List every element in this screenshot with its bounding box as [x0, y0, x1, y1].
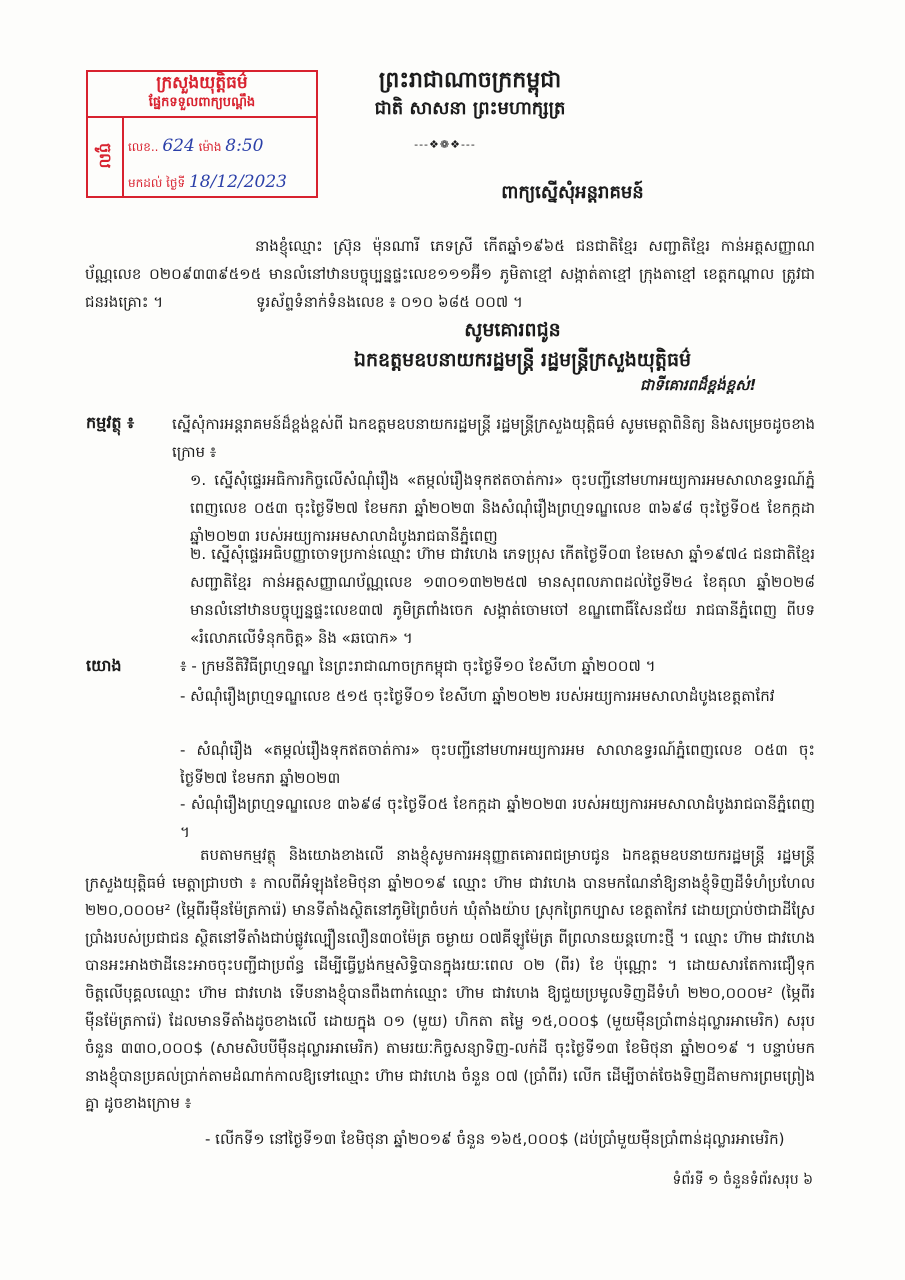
reference-label: យោង — [86, 656, 122, 675]
stamp-side-label: ចូល — [88, 116, 124, 196]
body-paragraph: តបតាមកម្មវត្ថុ និងយោងខាងលើ នាងខ្ញុំសូមការអនុញ្ញាតគោរពជម្រាបជូន ឯកឧត្តមឧបនាយករដ្ឋមន្ត្រី រដ្ឋមន្ត្រីក្រសួងយុត្តិធម៌ មេត្តាជ្រាបថា ៖ កាលពីអំឡុងខែមិថុនា ឆ្នាំ២០១៩ ឈ្មោះ ហ៊ាម ជាវហេង បានមកណែនាំឱ្យនាងខ្ញុំទិញដីទំហំប្រហែល ២២០,០០០ម² (ម្ភៃពីរម៉ឺនម៉ែត្រការ៉េ) មានទីតាំងស្ថិតនៅភូមិព្រៃចំបក់ ឃុំតាំងយ៉ាប ស្រុកព្រៃកប្បាស ខេត្តតាកែវ ដោយប្រាប់ថាជាដីស្រែប្រាំងរបស់ប្រជាជន ស្ថិតនៅទីតាំងជាប់ផ្លូវល្បឿនលឿន៣០ម៉ែត្រ ចម្ងាយ ០៧គីឡូម៉ែត្រ ពីព្រលានយន្តហោះថ្មី ។ ឈ្មោះ ហ៊ាម ជាវហេង បានអះអាងថាដីនេះអាចចុះបញ្ជីជាប្រព័ន្ធ ដើម្បីធ្វើប្លង់កម្មសិទ្ធិបានក្នុងរយៈពេល ០២ (ពីរ) ខែ ប៉ុណ្ណោះ ។ ដោយសារតែការជឿទុកចិត្តលើបុគ្គលឈ្មោះ ហ៊ាម ជាវហេង ទើបនាងខ្ញុំបានពឹងពាក់ឈ្មោះ ហ៊ាម ជាវហេង ឱ្យជួយប្រមូលទិញដីទំហំ ២២០,០០០ម² (ម្ភៃពីរម៉ឺនម៉ែត្រការ៉េ) ដែលមានទីតាំងដូចខាងលើ ដោយក្នុង ០១ (មួយ) ហិកតា តម្លៃ ១៥,០០០$ (មួយម៉ឺនប្រាំពាន់ដុល្លារអាមេរិក) សរុបចំនួន ៣៣០,០០០$ (សាមសិបបីម៉ឺនដុល្លារអាមេរិក) តាមរយៈកិច្ចសន្យាទិញ-លក់ដី ចុះថ្ងៃទី១៣ ខែមិថុនា ឆ្នាំ២០១៩ ។ បន្ទាប់មក នាងខ្ញុំបានប្រគល់ប្រាក់តាមដំណាក់កាលឱ្យទៅឈ្មោះ ហ៊ាម ជាវហេង ចំនួន ០៧ (ប្រាំពីរ) លើក ដើម្បីចាត់ចែងទិញដីតាមការព្រមព្រៀងគ្នា ដូចខាងក្រោម ៖ — [85, 846, 815, 1113]
stamp-title: ក្រសួងយុត្តិធម៌ — [156, 73, 248, 93]
respect-to-heading: សូមគោរពជូន — [464, 319, 561, 341]
stamp-date-label: មកដល់ ថ្ងៃទី — [128, 176, 186, 190]
national-motto: ជាតិ សាសនា ព្រះមហាក្សត្រ — [374, 98, 566, 119]
stamp-time-value: 8:50 — [225, 136, 264, 156]
subject-label: កម្មវត្ថុ ៖ — [86, 413, 135, 432]
reference-item: - សំណុំរឿងព្រហ្មទណ្ឌលេខ ៣៦៩៨ ចុះថ្ងៃទី០៥ ខែកក្កដា ឆ្នាំ២០២៣ របស់អយ្យការអមសាលាដំបូងរាជធានីភ្នំពេញ ។ — [180, 795, 815, 841]
request-item: ២. ស្នើសុំផ្ទេរអធិបញ្ញាចោទប្រកាន់ឈ្មោះ ហ៊ាម ជាវហេង ភេទប្រុស កើតថ្ងៃទី០៣ ខែមេសា ឆ្នាំ១៩៧៤ ជនជាតិខ្មែរ សញ្ជាតិខ្មែរ កាន់អត្តសញ្ញាណប័ណ្ណលេខ ១៣០១៣២២៥៧ មានសុពលភាពដល់ថ្ងៃទី២៤ ខែតុលា ឆ្នាំ២០២៨ មានលំនៅឋានបច្ចុប្បន្នផ្ទះលេខ៣៧ ភូមិត្រពាំងចេក សង្កាត់ចោមចៅ ខណ្ឌពោធិ៍សែនជ័យ រាជធានីភ្នំពេញ ពីបទ «រំលោភលើទំនុកចិត្ត» និង «ឆបោក» ។ — [190, 545, 815, 647]
phone-line: ទូរស័ព្ទទំនាក់ទំនងលេខ ៖ ០១០ ៦៨៥ ០០៧ ។ — [256, 293, 523, 311]
stamp-time-label: ម៉ោង — [198, 140, 222, 154]
ornament-divider: ---❖❁❖--- — [414, 138, 476, 151]
stamp-header — [88, 72, 316, 118]
subject-text: ស្នើសុំការអន្តរាគមន៍ដ៏ខ្ពង់ខ្ពស់ពី ឯកឧត្តមឧបនាយករដ្ឋមន្ត្រី រដ្ឋមន្ត្រីក្រសួងយុត្តិធម៌ សូមមេត្តាពិនិត្យ និងសម្រេចដូចខាងក្រោម ៖ — [172, 415, 815, 461]
page-footer: ទំព័រទី ១ ចំនួនទំព័រសរុប ៦ — [672, 1172, 813, 1188]
kingdom-header — [340, 66, 600, 122]
kingdom-name: ព្រះរាជាណាចក្រកម្ពុជា — [378, 68, 562, 93]
stamp-number-value: 624 — [162, 136, 195, 156]
stamp-number-label: លេខ.. — [128, 140, 159, 154]
addressee-heading: ឯកឧត្តមឧបនាយករដ្ឋមន្ត្រី រដ្ឋមន្ត្រីក្រសួងយុត្តិធម៌ — [353, 349, 692, 371]
stamp-subtitle: ផ្នែកទទួលពាក្យបណ្តឹង — [148, 95, 256, 110]
document-title: ពាក្យស្នើសុំអន្តរាគមន៍ — [501, 182, 644, 203]
honorific: ជាទីគោរពដ៏ខ្ពង់ខ្ពស់! — [640, 376, 757, 394]
payment-line: - លើកទី១ នៅថ្ងៃទី១៣ ខែមិថុនា ឆ្នាំ២០១៩ ចំនួន ១៦៥,០០០$ (ដប់ប្រាំមួយម៉ឺនប្រាំពាន់ដុល្លារអាមេរិក) — [205, 1130, 785, 1148]
reference-item: ៖ - ក្រមនីតិវិធីព្រហ្មទណ្ឌ នៃព្រះរាជាណាចក្រកម្ពុជា ចុះថ្ងៃទី១០ ខែសីហា ឆ្នាំ២០០៧ ។ — [180, 657, 656, 675]
request-item: ១. ស្នើសុំផ្ទេរអធិការកិច្ចលើសំណុំរឿង «តម្កល់រឿងទុកឥតចាត់ការ» ចុះបញ្ជីនៅមហាអយ្យការអមសាលាឧទ្ធរណ៍ភ្នំពេញលេខ ០៥៣ ចុះថ្ងៃទី២៧ ខែមករា ឆ្នាំ២០២៣ និងសំណុំរឿងព្រហ្មទណ្ឌលេខ ៣៦៩៨ ចុះថ្ងៃទី០៥ ខែកក្កដា ឆ្នាំ២០២៣ របស់អយ្យការអមសាលាដំបូងរាជធានីភ្នំពេញ — [190, 471, 815, 545]
intro-paragraph: នាងខ្ញុំឈ្មោះ ស្រ៊ុន ម៉ុនណារី ភេទស្រី កើតឆ្នាំ១៩៦៥ ជនជាតិខ្មែរ សញ្ជាតិខ្មែរ កាន់អត្តសញ្ញាណប័ណ្ណលេខ ០២០៩៣៣៩៥១៥ មានលំនៅឋានបច្ចុប្បន្នផ្ទះលេខ១១១អ៊ី១ ភូមិតាខ្មៅ សង្កាត់តាខ្មៅ ក្រុងតាខ្មៅ ខេត្តកណ្តាល ត្រូវជា ជនរងគ្រោះ ។ — [85, 237, 815, 311]
stamp-date-value: 18/12/2023 — [188, 172, 287, 192]
reference-item: - សំណុំរឿង «តម្កល់រឿងទុកឥតចាត់ការ» ចុះបញ្ជីនៅមហាអយ្យការអម សាលាឧទ្ធរណ៍ភ្នំពេញលេខ ០៥៣ ចុះថ្ងៃទី២៧ ខែមករា ឆ្នាំ២០២៣ — [180, 741, 815, 787]
received-stamp — [86, 70, 318, 198]
reference-item: - សំណុំរឿងព្រហ្មទណ្ឌលេខ ៥១៥ ចុះថ្ងៃទី០១ ខែសីហា ឆ្នាំ២០២២ របស់អយ្យការអមសាលាដំបូងខេត្តតាកែវ — [180, 687, 775, 705]
stamp-number-row — [128, 136, 263, 157]
